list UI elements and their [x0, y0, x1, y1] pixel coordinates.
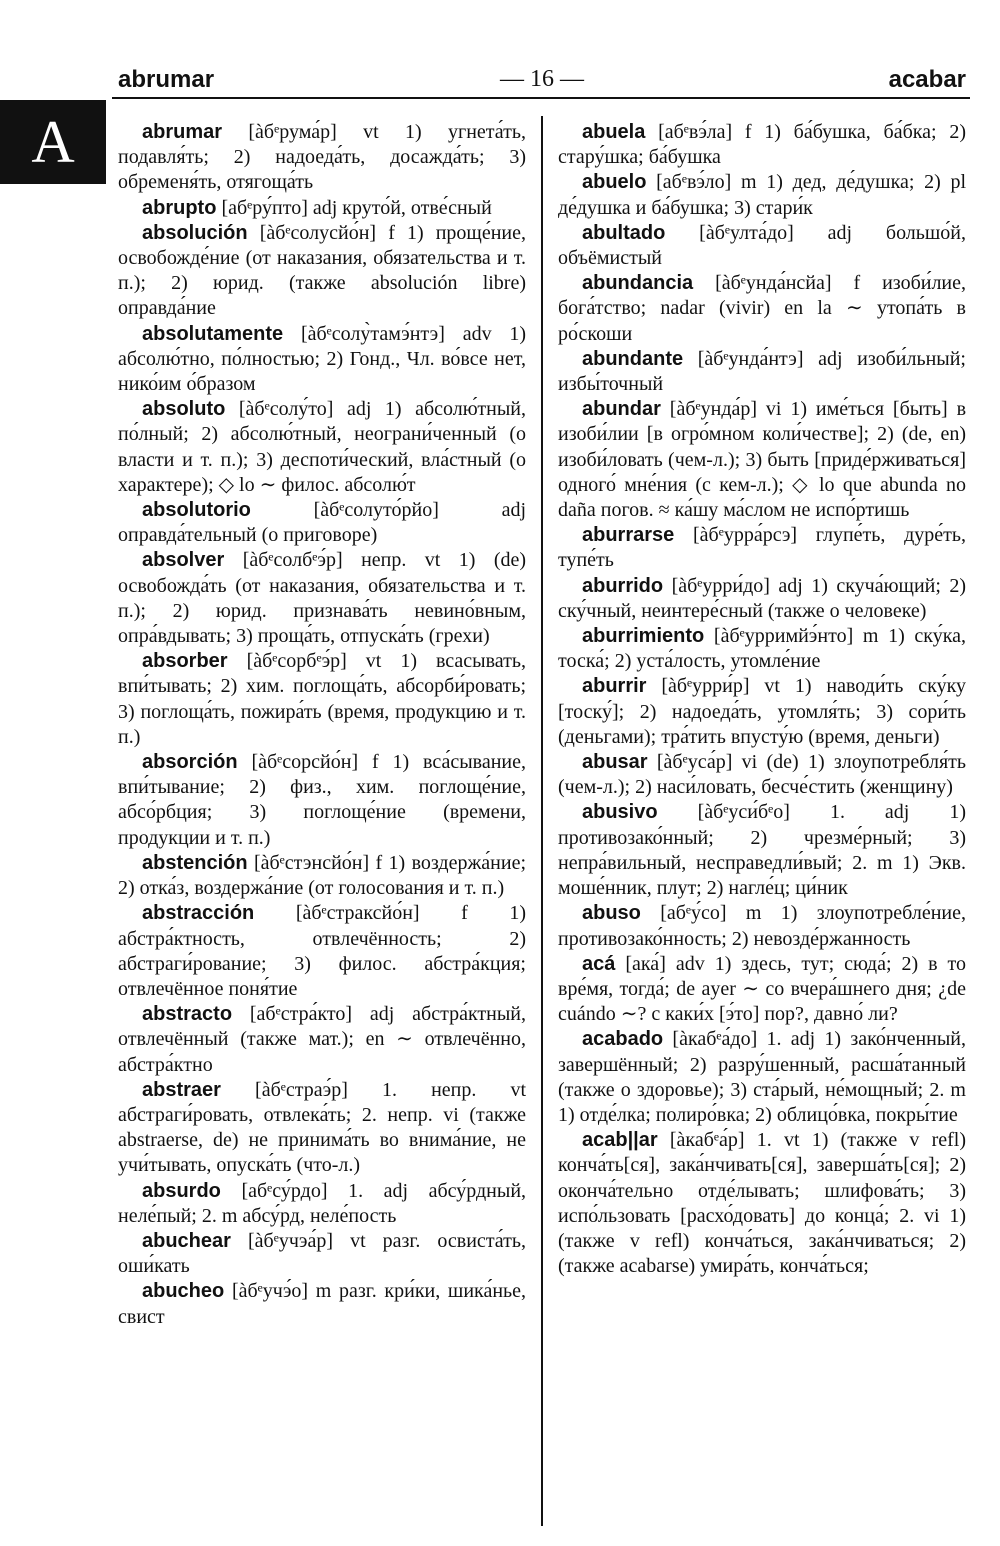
dictionary-entry: [118, 120, 526, 196]
entry-transcription: [àбᵉсолусйо́н]: [259, 221, 377, 244]
entry-definition: vt 1) угнета́ть, подавля́ть; 2) надоеда́ть, досажда́ть; 3) обременя́ть, отягоща́ть: [118, 121, 526, 194]
dictionary-entry: [118, 1179, 526, 1229]
entry-definition: vi 1) име́ться [быть] в изоби́лии [в огро́мном коли́честве]; 2) (de, en) изоби́ловать (чем-л.); 3) быть [приде́рживаться] одного́ мне́ния (с кем-л.); ◇ lo que abunda no daña погов. ≈ ка́шу ма́слом не испо́ртишь: [558, 398, 967, 522]
entry-transcription: [àбᵉсолуто́рйо]: [313, 499, 439, 522]
entry-definition: 1. adj 1) противозако́нный; 2) чрезме́рный; 3) непра́вильный, несправедли́вый; 2. m 1) Экв. моше́нник, плут; 2) нагле́ц; ци́ник: [558, 801, 966, 900]
entry-definition: f изоби́лие, бога́тство; nadar (vivir) en la ∼ утопа́ть в ро́скоши: [558, 272, 967, 345]
page-number: — 16 —: [500, 66, 584, 92]
dictionary-entry: [558, 1128, 966, 1279]
entry-headword: absolutamente: [142, 322, 284, 345]
entry-transcription: [àбᵉурримйэ́нто]: [713, 625, 854, 648]
entry-headword: abstraer: [142, 1078, 221, 1101]
entry-transcription: [àбᵉурри́р]: [661, 675, 750, 698]
section-letter: A: [31, 109, 75, 175]
dictionary-entry: [558, 170, 966, 220]
dictionary-entry: [118, 221, 526, 322]
dictionary-entry: [118, 750, 526, 851]
entry-headword: absolver: [142, 549, 225, 572]
dictionary-entry: [558, 1027, 966, 1128]
entry-definition: adj круто́й, отве́сный: [312, 196, 492, 219]
entry-definition: vi (de) 1) злоупотребля́ть (чем-л.); 2) наси́ловать, бесче́стить (женщину): [558, 751, 967, 799]
entry-definition: f 1) проще́ние, освобожде́ние (от наказания, обязательства и т. п.); 2) юрид. (также absolución libre) оправда́ние: [118, 221, 526, 320]
entry-definition: m 1) злоупотребле́ние, противозако́нность; 2) невозде́ржанность: [558, 902, 966, 950]
entry-headword: aburrarse: [582, 524, 675, 547]
entry-headword: abstracción: [142, 902, 255, 925]
entry-headword: absorber: [142, 650, 228, 673]
dictionary-entry: [558, 271, 966, 347]
entry-headword: abultado: [582, 221, 666, 244]
dictionary-entry: [118, 397, 526, 498]
entry-headword: abuso: [582, 902, 641, 925]
entry-transcription: [абᵉвэ́ло]: [656, 171, 732, 194]
header-last-word: acabar: [888, 66, 966, 93]
entry-transcription: [àбᵉрума́р]: [248, 121, 337, 143]
entry-transcription: [àбᵉуси́бᵉо]: [697, 801, 790, 824]
entry-headword: abundante: [582, 347, 684, 370]
entry-definition: непр. vt 1) (de) освобожда́ть (от наказания, обязательства и т. п.); 2) юрид. признава́ть невино́вным, опра́вдывать; 3) проща́ть, отпуска́ть (грехи): [118, 549, 527, 648]
entry-definition: vt 1) наводи́ть ску́ку [тоску́]; 2) надоеда́ть, утомля́ть; 3) сори́ть (деньгами); тра́тить впусту́ю (время, деньги): [558, 675, 967, 748]
entry-transcription: [àбᵉсолбᵉэ́р]: [242, 549, 343, 572]
entry-transcription: [àбᵉстэнсйо́н]: [253, 851, 370, 874]
entry-headword: abucheo: [142, 1280, 225, 1303]
dictionary-entry: [118, 1229, 526, 1279]
left-column: [118, 120, 526, 1330]
header-rule: [112, 97, 970, 99]
entry-transcription: [àкабᵉа́до]: [672, 1028, 758, 1051]
entry-transcription: [абᵉстра́кто]: [249, 1003, 353, 1026]
entry-transcription: [àбᵉурра́рсэ]: [692, 524, 798, 547]
dictionary-entry: [558, 120, 966, 170]
entry-definition: adj абстра́ктный, отвлечённый (также мат.); en ∼ отвлечённо, абстра́ктно: [118, 1003, 526, 1076]
entry-definition: adj изоби́льный; избы́точный: [558, 347, 966, 396]
entry-definition: f 1) ба́бушка, ба́бка; 2) стару́шка; ба́бушка: [558, 121, 967, 169]
dictionary-entry: [558, 800, 966, 901]
entry-transcription: [àбᵉсорсйо́н]: [251, 751, 359, 774]
header-first-word: abrumar: [118, 66, 215, 93]
entry-definition: m 1) дед, де́душка; 2) pl де́душка и ба́бушка; 3) стари́к: [558, 171, 966, 219]
entry-transcription: [àбᵉсорбᵉэ́р]: [246, 650, 347, 673]
dictionary-entry: [118, 901, 526, 1002]
entry-headword: abusivo: [582, 801, 658, 824]
entry-headword: abuelo: [582, 171, 647, 194]
entry-transcription: [àбᵉунда́р]: [669, 398, 758, 421]
entry-definition: f 1) вса́сывание, впи́тывание; 2) физ., хим. поглоще́ние, абсо́рбция; 3) поглоще́ние (времени, продукции и т. п.): [118, 751, 526, 849]
entry-headword: absurdo: [142, 1179, 221, 1202]
entry-transcription: [àбᵉсолу́то]: [238, 398, 334, 421]
entry-transcription: [àбᵉунда́нтэ]: [697, 347, 804, 370]
entry-headword: abuchear: [142, 1229, 231, 1252]
dictionary-entry: [558, 221, 966, 271]
entry-headword: aburrido: [582, 574, 664, 597]
entry-headword: aburrir: [582, 675, 647, 698]
entry-headword: abstracto: [142, 1003, 233, 1026]
dictionary-entry: [558, 397, 966, 523]
entry-headword: absolución: [142, 221, 248, 244]
entry-transcription: [àбᵉулта́до]: [699, 221, 794, 244]
entry-headword: abstención: [142, 851, 248, 874]
dictionary-entry: [558, 347, 966, 397]
dictionary-entry: [118, 548, 526, 649]
entry-definition: 1. vt 1) (также v refl) конча́ть[ся], зака́нчивать[ся], заверша́ть[ся]; 2) оконча́тельно отде́лывать; шлифова́ть; 3) испо́льзовать [расхо́довать] до конца́; 2. vi 1) (также v refl) конча́ться, зака́нчиваться; 2) (также acabarse) умира́ть, конча́ться;: [558, 1129, 967, 1278]
right-column: [558, 120, 966, 1279]
entry-headword: abundar: [582, 398, 661, 421]
entry-definition: adv 1) абсолю́тно, по́лностью; 2) Гонд., Чл. во́все нет, нико́им о́бразом: [118, 322, 527, 396]
entry-transcription: [абᵉру́пто]: [221, 196, 308, 219]
section-letter-tab: [0, 100, 106, 184]
entry-headword: abrumar: [142, 121, 223, 143]
dictionary-entry: [118, 1078, 526, 1179]
entry-headword: abundancia: [582, 272, 694, 295]
entry-definition: 1. adj 1) зако́нченный, завершённый; 2) разру́шенный, расша́танный (также о здоровье); 3) ста́рый, не́мощный; 2. m 1) отде́лка; полиро́вка; 2) облицо́вка, покры́тие: [558, 1028, 966, 1126]
column-divider: [541, 116, 543, 1526]
entry-transcription: [ака́]: [625, 952, 666, 975]
entry-transcription: [àбᵉунда́нсйа]: [715, 272, 832, 295]
dictionary-entry: [118, 322, 526, 398]
entry-headword: absorción: [142, 751, 238, 774]
dictionary-entry: [118, 1279, 526, 1329]
entry-definition: vt разг. освиста́ть, оши́кать: [118, 1229, 527, 1278]
dictionary-entry: [118, 1002, 526, 1078]
dictionary-entry: [558, 901, 966, 951]
dictionary-entry: [118, 196, 526, 221]
entry-definition: adj 1) скуча́ющий; 2) ску́чный, неинтере́сный (также о человеке): [558, 574, 966, 622]
entry-definition: глупе́ть, дуре́ть, тупе́ть: [558, 524, 967, 572]
dictionary-entry: [118, 851, 526, 901]
entry-headword: acabado: [582, 1028, 664, 1051]
entry-definition: adj оправда́тельный (о приговоре): [118, 499, 527, 547]
entry-transcription: [àбᵉсолу̀тамэ́нтэ]: [300, 322, 445, 345]
entry-definition: f 1) воздержа́ние; 2) отка́з, воздержа́ние (от голосования и т. п.): [118, 851, 527, 900]
dictionary-entry: [558, 750, 966, 800]
page-header: [118, 66, 966, 96]
entry-transcription: [àбᵉучэа́р]: [247, 1229, 334, 1252]
entry-transcription: [абᵉвэ́ла]: [658, 121, 733, 143]
dictionary-entry: [558, 574, 966, 624]
dictionary-entry: [558, 624, 966, 674]
entry-headword: acá: [582, 952, 616, 975]
entry-headword: abrupto: [142, 196, 217, 219]
dictionary-entry: [118, 649, 526, 750]
entry-headword: acab||ar: [582, 1129, 658, 1152]
entry-headword: absolutorio: [142, 499, 251, 522]
entry-definition: adj 1) абсолю́тный, по́лный; 2) абсолю́тный, неограни́ченный (о власти и т. п.); 3) деспоти́ческий, вла́стный (о характере); ◇ lo ∼ филос. абсолю́т: [118, 398, 526, 496]
dictionary-entry: [558, 674, 966, 750]
entry-definition: 1. непр. vt абстраги́ровать, отвлека́ть; 2. непр. vi (также abstraerse, de) не принима́ть во внима́ние, не учи́тывать, опуска́ть (что-л.): [118, 1078, 527, 1177]
entry-headword: aburrimiento: [582, 625, 705, 648]
entry-definition: vt 1) всасывать, впи́тывать; 2) хим. поглоща́ть, абсорби́ровать; 3) поглоща́ть, пожира́ть (время, продукцию и т. п.): [118, 650, 526, 748]
entry-transcription: [àкабᵉа́р]: [669, 1129, 745, 1152]
entry-definition: adv 1) здесь, тут; сюда́; 2) в то вре́мя, тогда́; de ayer ∼ со вчера́шнего дня; ¿de cuándo ∼? с каки́х [э́то] пор?, давно́ ли?: [558, 952, 967, 1026]
entry-transcription: [абᵉсу́рдо]: [241, 1179, 328, 1202]
dictionary-entry: [558, 523, 966, 573]
entry-definition: f 1) абстра́ктность, отвлечённость; 2) абстраги́рование; 3) филос. абстра́кция; отвлечённое поня́тие: [118, 902, 527, 1000]
entry-definition: adj большо́й, объёмистый: [558, 221, 967, 270]
entry-transcription: [àбᵉстраэ́р]: [255, 1078, 348, 1101]
dictionary-entry: [118, 498, 526, 548]
entry-transcription: [àбᵉстраксйо́н]: [295, 902, 420, 925]
dictionary-entry: [558, 952, 966, 1028]
entry-definition: m 1) ску́ка, тоска́; 2) уста́лость, утомле́ние: [558, 625, 967, 673]
entry-headword: absoluto: [142, 398, 226, 421]
entry-transcription: [абᵉу́со]: [660, 902, 727, 925]
entry-definition: 1. adj абсу́рдный, неле́пый; 2. m абсу́рд, неле́пость: [118, 1179, 527, 1227]
entry-transcription: [àбᵉучэ́о]: [231, 1280, 309, 1303]
entry-headword: abuela: [582, 121, 646, 143]
entry-headword: abusar: [582, 751, 648, 774]
entry-transcription: [àбᵉуса́р]: [656, 751, 733, 774]
entry-transcription: [àбᵉурри́до]: [671, 574, 770, 597]
entry-definition: m разг. кри́ки, шика́нье, свист: [118, 1280, 527, 1328]
